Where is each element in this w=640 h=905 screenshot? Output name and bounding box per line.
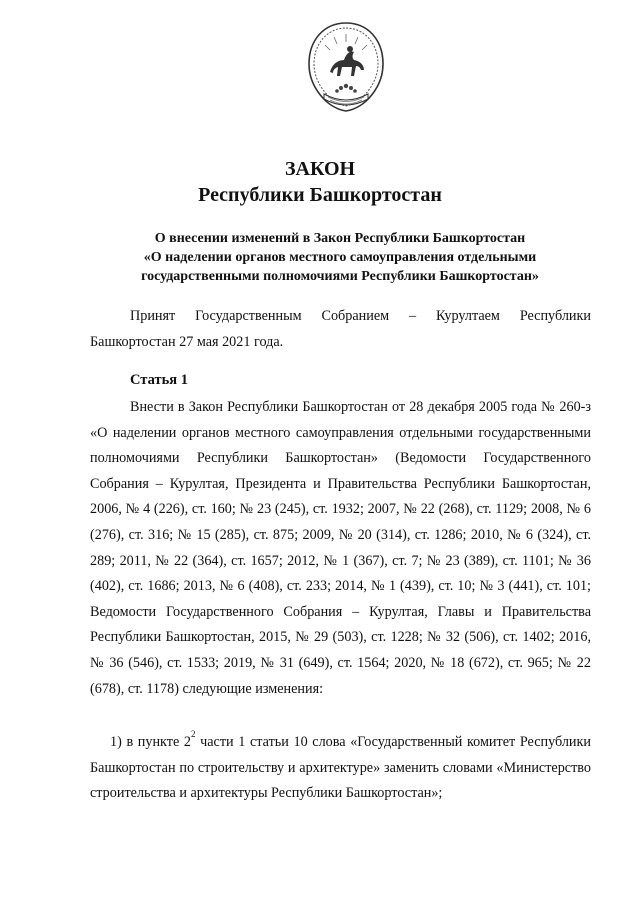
bashkortostan-coat-of-arms-icon xyxy=(306,20,386,114)
amendment-item-1 xyxy=(90,730,591,807)
amendment-item-1-superscript: 2 xyxy=(190,729,196,740)
article-body: Внести в Закон Республики Башкортостан от 28 декабря 2005 года № 260-з «О наделении органов местного самоуправления отдельными государственными полномочиями Республики Башкортостан» (Ведомости Государственного Собрания – Курултая, Президента и Правительства Республики Башкортостан, 2006, № 4 (226), ст. 160; № 23 (245), ст. 1932; 2007, № 22 (268), ст. 1129; 2008, № 6 (276), ст. 316; № 15 (285), ст. 875; 2009, № 20 (314), ст. 1286; 2010, № 6 (324), ст. 289; 2011, № 22 (364), ст. 1657; 2012, № 1 (367), ст. 7; № 23 (389), ст. 1101; № 36 (402), ст. 1686; 2013, № 6 (408), ст. 233; 2014, № 1 (439), ст. 10; № 3 (441), ст. 101; Ведомости Государственного Собрания – Курултая, Главы и Правительства Республики Башкортостан, 2015, № 29 (503), ст. 1228; № 32 (506), ст. 1402; 2016, № 36 (546), ст. 1533; 2019, № 31 (649), ст. 1564; 2020, № 18 (672), ст. 965; № 22 (678), ст. 1178) следующие изменения: xyxy=(90,399,591,697)
law-heading-subtitle: Республики Башкортостан xyxy=(198,184,442,206)
law-name-line-1: О внесении изменений в Закон Республики Башкортостан xyxy=(154,231,526,246)
law-name-line-3: государственными полномочиями Республики Башкортостан» xyxy=(141,269,539,284)
amendment-item-1-text: части 1 статьи 10 слова «Государственный комитет Республики Башкортостан по строительству и архитектуре» заменить словами «Министерство строительства и архитектуры Республики Башкортостан»; xyxy=(90,734,592,802)
law-name xyxy=(60,229,620,286)
law-heading-title: ЗАКОН xyxy=(284,158,356,180)
article-heading: Статья 1 xyxy=(130,372,188,388)
adoption-statement: Принят Государственным Собранием – Курултаем Республики Башкортостан 27 мая 2021 года. xyxy=(90,308,591,350)
amendment-item-1-prefix: 1) в пункте 2 xyxy=(110,734,191,750)
law-heading xyxy=(0,156,640,208)
law-name-line-2: «О наделении органов местного самоуправления отдельными xyxy=(143,250,537,265)
